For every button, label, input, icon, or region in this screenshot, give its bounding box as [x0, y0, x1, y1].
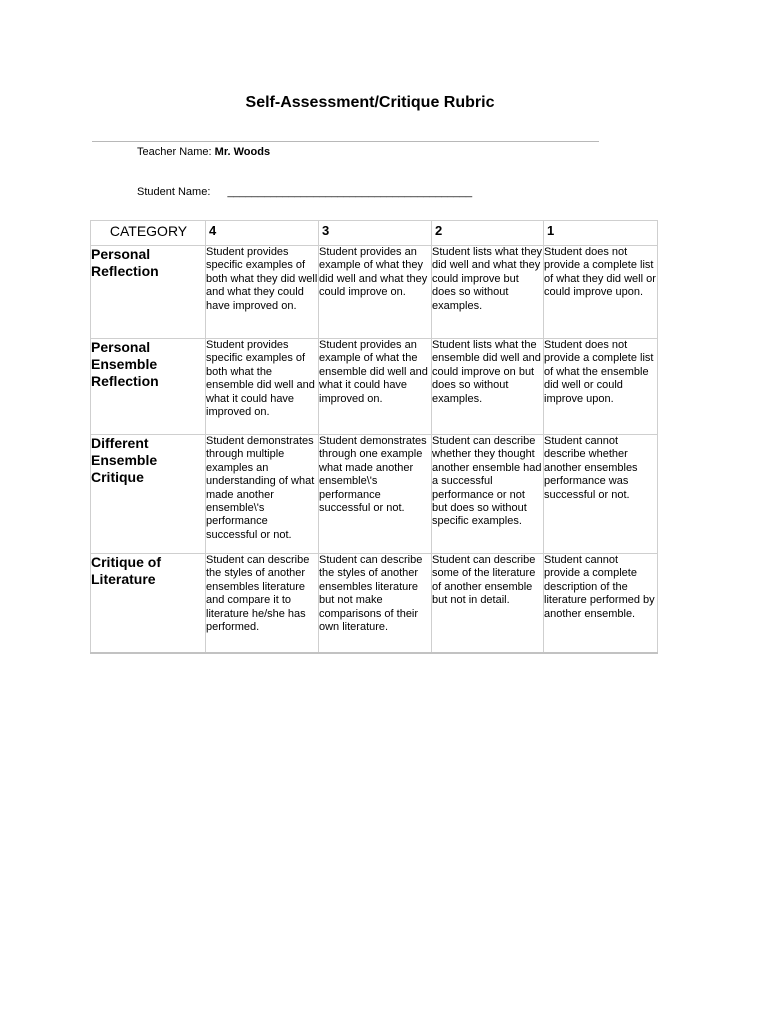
page-title: Self-Assessment/Critique Rubric: [245, 94, 495, 111]
teacher-name-value: Mr. Woods: [214, 146, 271, 158]
header-score-3: 3: [319, 221, 432, 246]
row-category-label: Personal Ensemble Reflection: [91, 339, 206, 435]
title-divider: [92, 141, 599, 142]
table-cell: Student can describe some of the literature of another ensemble but not in detail.: [432, 554, 544, 654]
table-cell: Student does not provide a complete list of what the ensemble did well or could improve upon.: [544, 339, 658, 435]
row-category-label: Different Ensemble Critique: [91, 435, 206, 554]
table-row: [91, 435, 658, 554]
table-cell: Student cannot provide a complete description of the literature performed by another ensemble.: [544, 554, 658, 654]
teacher-name-label: Teacher Name:: [137, 146, 212, 158]
table-cell: Student cannot describe whether another ensembles performance was successful or not.: [544, 435, 658, 554]
table-cell: Student demonstrates through one example what made another ensemble\'s performance successful or not.: [319, 435, 432, 554]
header-category: CATEGORY: [91, 221, 206, 246]
table-row: [91, 246, 658, 339]
table-cell: Student lists what they did well and what they could improve but does so without examples.: [432, 246, 544, 339]
table-row: [91, 554, 658, 654]
table-cell: Student provides an example of what the ensemble did well and what it could have improved on.: [319, 339, 432, 435]
student-name-label: Student Name:: [137, 186, 211, 198]
teacher-name-line: [137, 146, 270, 158]
header-row: [91, 221, 658, 246]
table-cell: Student demonstrates through multiple examples an understanding of what made another ensemble\'s performance successful or not.: [206, 435, 319, 554]
table-cell: Student can describe the styles of another ensembles literature and compare it to literature he/she has performed.: [206, 554, 319, 654]
rubric-table: [90, 220, 658, 654]
table-cell: Student does not provide a complete list of what they did well or could improve upon.: [544, 246, 658, 339]
table-cell: Student can describe whether they thought another ensemble had a successful performance or not but does so without specific examples.: [432, 435, 544, 554]
table-cell: Student lists what the ensemble did well and could improve on but does so without examples.: [432, 339, 544, 435]
table-cell: Student provides an example of what they did well and what they could improve on.: [319, 246, 432, 339]
student-name-line: [137, 186, 472, 198]
table-cell: Student provides specific examples of both what they did well and what they could have improved on.: [206, 246, 319, 339]
header-score-4: 4: [206, 221, 319, 246]
header-score-1: 1: [544, 221, 658, 246]
table-row: [91, 339, 658, 435]
header-score-2: 2: [432, 221, 544, 246]
row-category-label: Personal Reflection: [91, 246, 206, 339]
row-category-label: Critique of Literature: [91, 554, 206, 654]
student-name-blank: ________________________________________: [227, 186, 473, 198]
table-cell: Student provides specific examples of both what the ensemble did well and what it could have improved on.: [206, 339, 319, 435]
table-cell: Student can describe the styles of another ensembles literature but not make comparisons of their own literature.: [319, 554, 432, 654]
